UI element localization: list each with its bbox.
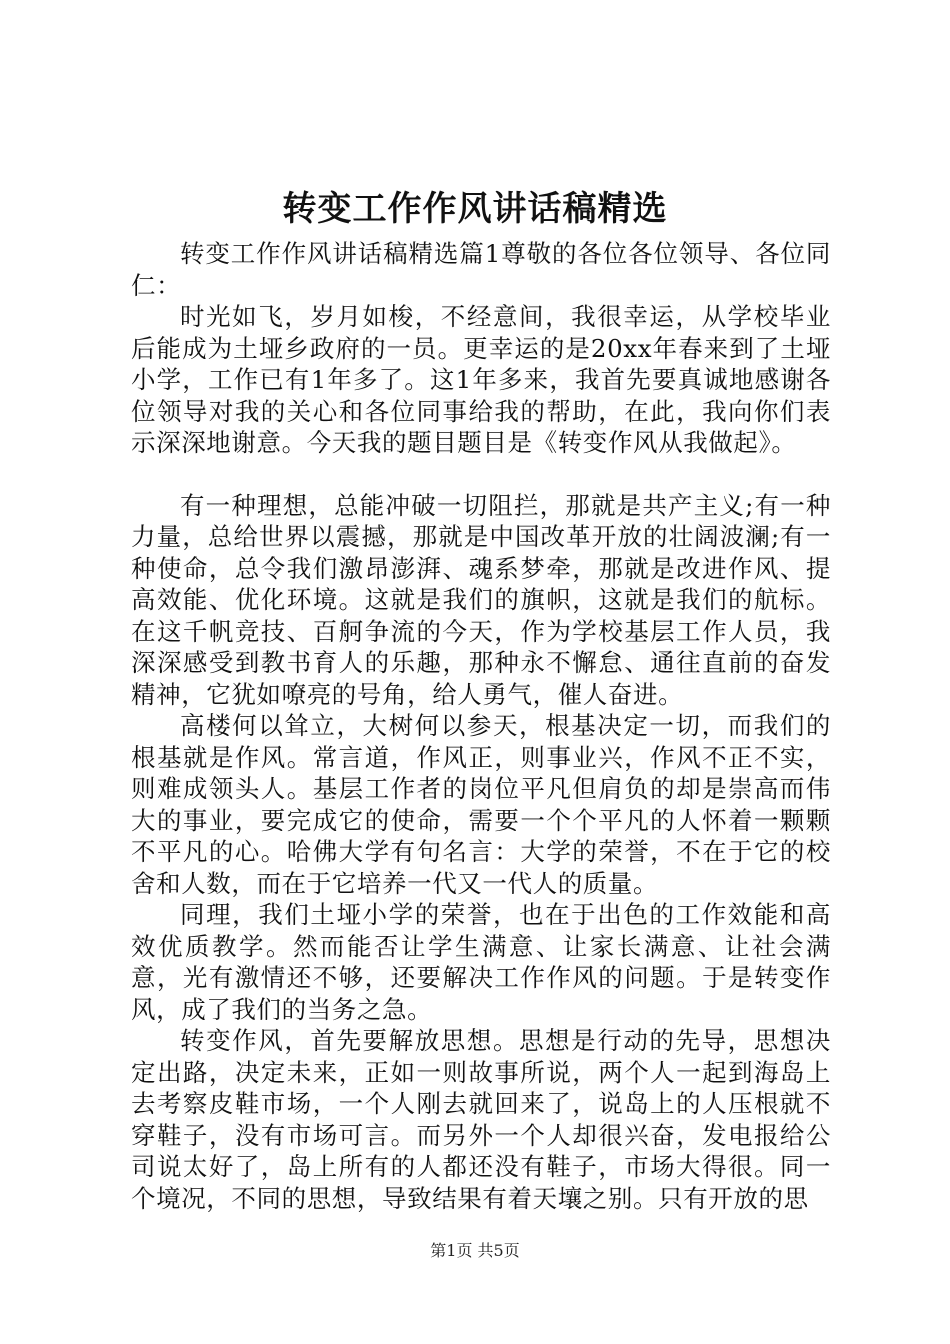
paragraph-3: 有一种理想，总能冲破一切阻拦，那就是共产主义;有一种力量，总给世界以震撼，那就是中国改革开放的壮阔波澜;有一种使命，总令我们激昂澎湃、魂系梦牵，那就是改进作风、提高效能、优化环境。这就是我们的旗帜，这就是我们的航标。在这千帆竞技、百舸争流的今天，作为学校基层工作人员，我深深感受到教书育人的乐趣，那种永不懈怠、通往直前的奋发精神，它犹如嘹亮的号角，给人勇气，催人奋进。 [131,490,831,709]
paragraph-6: 转变作风，首先要解放思想。思想是行动的先导，思想决定出路，决定未来，正如一则故事所说，两个人一起到海岛上去考察皮鞋市场，一个人刚去就回来了，说岛上的人压根就不穿鞋子，没有市场可言。而另外一个人却很兴奋，发电报给公司说太好了，岛上所有的人都还没有鞋子，市场大得很。同一个境况，不同的思想，导致结果有着天壤之别。只有开放的思 [131,1026,831,1213]
paragraph-1: 转变工作作风讲话稿精选篇1尊敬的各位各位领导、各位同仁： [131,239,831,300]
paragraph-5: 同理，我们土垭小学的荣誉，也在于出色的工作效能和高效优质教学。然而能否让学生满意、让家长满意、让社会满意，光有激情还不够，还要解决工作作风的问题。于是转变作风，成了我们的当务之急。 [131,900,831,1024]
paragraph-2: 时光如飞，岁月如梭，不经意间，我很幸运，从学校毕业后能成为土垭乡政府的一员。更幸运的是20xx年春来到了土垭小学，工作已有1年多了。这1年多来，我首先要真诚地感谢各位领导对我的关心和各位同事给我的帮助，在此，我向你们表示深深地谢意。今天我的题目题目是《转变作风从我做起》。 [131,302,831,457]
page-number-footer: 第1页 共5页 [430,1241,520,1260]
document-title: 转变工作作风讲话稿精选 [282,189,668,229]
paragraph-4: 高楼何以耸立，大树何以参天，根基决定一切，而我们的根基就是作风。常言道，作风正，则事业兴，作风不正不实，则难成领头人。基层工作者的岗位平凡但肩负的却是崇高而伟大的事业，要完成它的使命，需要一个个平凡的人怀着一颗颗不平凡的心。哈佛大学有句名言：大学的荣誉，不在于它的校舍和人数，而在于它培养一代又一代人的质量。 [131,711,831,898]
document-body [131,238,831,1214]
